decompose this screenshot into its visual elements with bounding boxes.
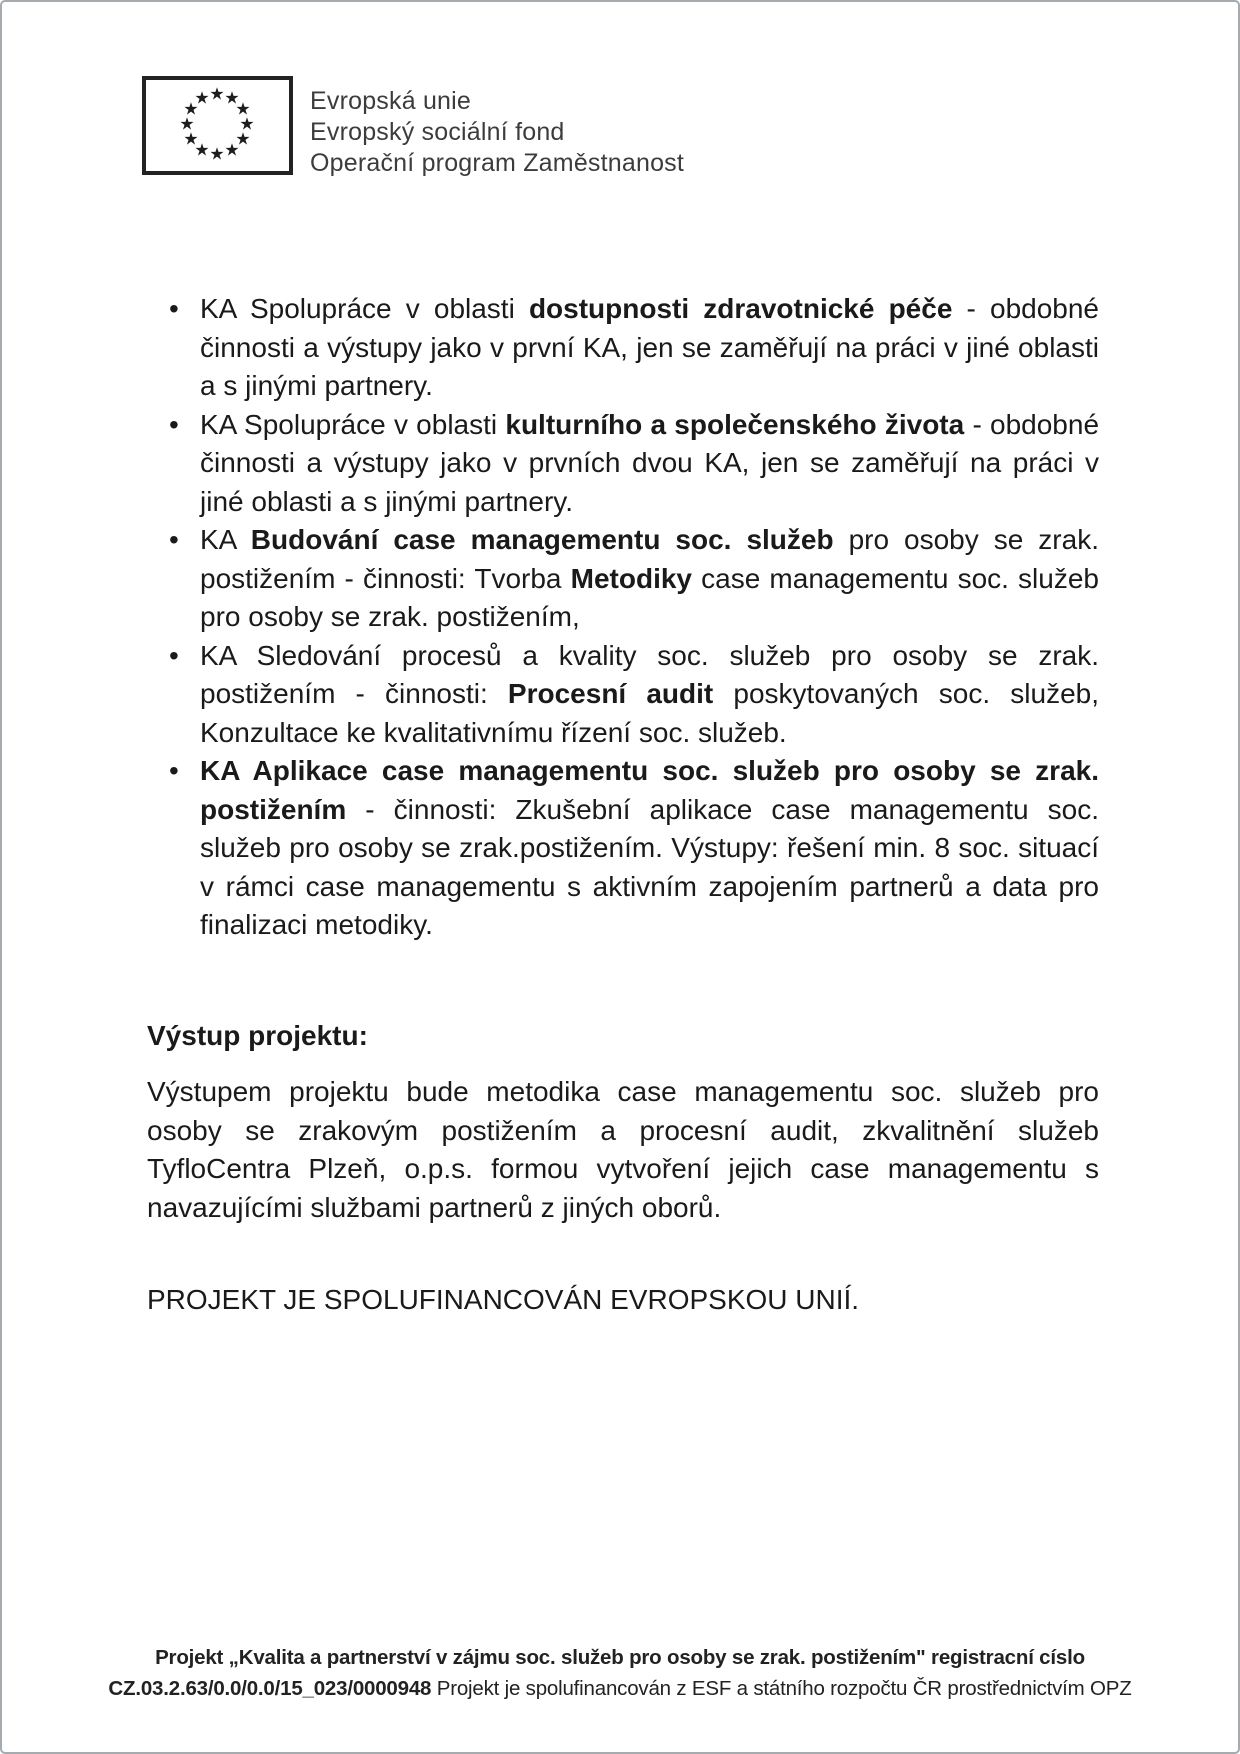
bullet-text: KA Spolupráce v oblasti kulturního a společenského života - obdobné činnosti a výstupy jako v prvních dvou KA, jen se zaměřují na práci v jiné oblasti a s jinými partnery. <box>200 408 1100 517</box>
footer-line-registration: CZ.03.2.63/0.0/0.0/15_023/0000948 Projekt je spolufinancován z ESF a státního rozpočtu ČR prostřednictvím OPZ <box>108 1677 1132 1700</box>
eu-star-icon: ★ <box>194 88 210 108</box>
bullet-icon: • <box>169 408 179 440</box>
footer-line-project-name: Projekt „Kvalita a partnerství v zájmu soc. služeb pro osoby se zrak. postižením" registracní císlo <box>155 1646 1085 1669</box>
eu-star-icon: ★ <box>194 140 210 160</box>
section-heading: Výstup projektu: <box>147 1019 368 1051</box>
bullet-icon: • <box>169 755 179 786</box>
eu-star-icon: ★ <box>183 99 199 119</box>
eu-star-icon: ★ <box>224 88 240 108</box>
bullet-list <box>147 290 1099 945</box>
bullet-icon: • <box>169 639 179 671</box>
page-footer <box>42 1642 1198 1704</box>
bullet-text: KA Budování case managementu soc. služeb pro osoby se zrak. postižením - činnosti: Tvorba Metodiky case managementu soc. služeb pro osoby se zrak. postižením, <box>200 524 1099 632</box>
eu-star-icon: ★ <box>224 140 240 160</box>
bullet-text: KA Spolupráce v oblasti dostupnosti zdravotnické péče - obdobné činnosti a výstupy jako v první KA, jen se zaměřují na práci v jiné oblasti a s jinými partnery. <box>200 293 1100 401</box>
bullet-text: KA Sledování procesů a kvality soc. služeb pro osoby se zrak. postižením - činnosti: Procesní audit poskytovaných soc. služeb, Konzultace ke kvalitativnímu řízení soc. služeb. <box>200 639 1100 748</box>
bullet-text: KA Aplikace case managementu soc. služeb pro osoby se zrak. postižením - činnosti: Zkušební aplikace case managementu soc. služeb pro osoby se zrak.postižením. Výstupy: řešení min. 8 soc. situací v rámci case managementu s aktivním zapojením partnerů a data pro finalizaci metodiky. <box>200 755 1099 940</box>
output-paragraph: Výstupem projektu bude metodika case managementu soc. služeb pro osoby se zrakovým postižením a procesní audit, zkvalitnění služeb TyfloCentra Plzeň, o.p.s. formou vytvoření jejich case managementu s navazujícími službami partnerů z jiných oborů. <box>147 1076 1099 1223</box>
bullet-icon: • <box>169 293 179 324</box>
logo-line-eu: Evropská unie <box>310 87 472 115</box>
eu-logo-text <box>310 76 684 179</box>
bullet-item <box>147 521 1099 637</box>
bullet-item <box>147 637 1099 753</box>
eu-logo <box>142 76 684 179</box>
cofinance-statement: PROJEKT JE SPOLUFINANCOVÁN EVROPSKOU UNIÍ. <box>147 1284 860 1315</box>
eu-star-icon: ★ <box>183 129 199 149</box>
document-body <box>147 290 1099 1320</box>
bullet-item <box>147 290 1099 406</box>
bullet-item <box>147 406 1099 522</box>
eu-star-icon: ★ <box>235 129 251 149</box>
bullet-item <box>147 752 1099 945</box>
eu-star-icon: ★ <box>179 114 195 134</box>
logo-line-esf: Evropský sociální fond <box>310 118 565 146</box>
eu-star-icon: ★ <box>239 114 255 134</box>
logo-line-opz: Operační program Zaměstnanost <box>310 149 685 177</box>
eu-star-icon: ★ <box>235 99 251 119</box>
eu-star-icon: ★ <box>209 84 225 104</box>
eu-star-icon: ★ <box>209 144 225 164</box>
bullet-icon: • <box>169 524 179 555</box>
eu-flag-icon <box>142 76 293 175</box>
